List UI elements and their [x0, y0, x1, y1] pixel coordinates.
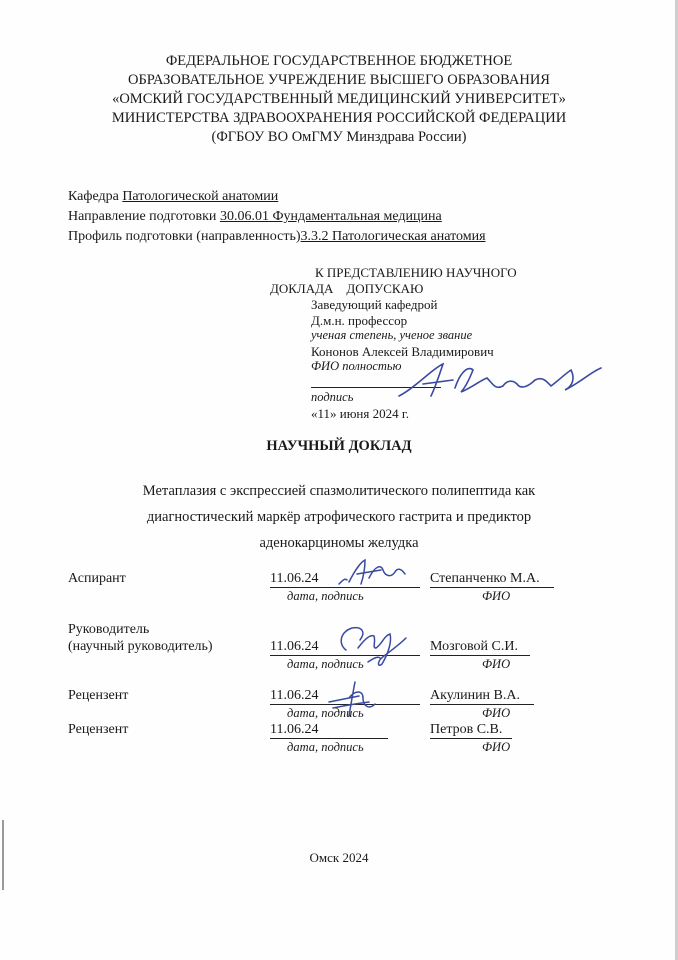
signatory-1-name-line [430, 587, 554, 588]
header-line-4: МИНИСТЕРСТВА ЗДРАВООХРАНЕНИЯ РОССИЙСКОЙ ФЕДЕРАЦИИ [111, 110, 567, 126]
header-line-5: (ФГБОУ ВО ОмГМУ Минздрава России) [211, 129, 467, 145]
approval-name: Кононов Алексей Владимирович [311, 344, 494, 359]
signatory-4-name-caption: ФИО [482, 740, 511, 754]
topic-line-1: Метаплазия с экспрессией спазмолитического полипептида как [142, 483, 536, 499]
signatory-3-role: Рецензент [68, 688, 129, 703]
signatory-3-name-caption: ФИО [482, 706, 511, 720]
signatory-1-date-caption: дата, подпись [287, 589, 364, 603]
signatory-2-role: Руководитель [68, 622, 150, 637]
department-line [68, 189, 278, 205]
signatory-4-line [270, 738, 388, 739]
signatory-4-date-caption: дата, подпись [287, 740, 364, 754]
signatory-2-date-caption: дата, подпись [287, 657, 364, 671]
approval-line-1: К ПРЕДСТАВЛЕНИЮ НАУЧНОГО [315, 265, 517, 280]
department-label: Кафедра [68, 189, 123, 204]
profile-value: 3.3.2 Патологическая анатомия [300, 229, 486, 244]
signatory-3-date: 11.06.24 [270, 688, 319, 703]
topic-line-2: диагностический маркёр атрофического гастрита и предиктор [146, 509, 532, 525]
signatory-2-name-line [430, 655, 530, 656]
approval-position: Заведующий кафедрой [311, 297, 438, 312]
approval-degree: Д.м.н. профессор [311, 313, 408, 328]
signatory-2-date: 11.06.24 [270, 639, 319, 654]
scan-left-mark [2, 820, 4, 890]
signatory-4-name: Петров С.В. [430, 722, 503, 737]
report-topic [0, 478, 678, 556]
approval-name-caption: ФИО полностью [311, 359, 402, 373]
institution-header [0, 52, 678, 147]
direction-label: Направление подготовки [68, 209, 220, 224]
approval-date: «11» июня 2024 г. [311, 406, 409, 421]
signatory-4-date: 11.06.24 [270, 722, 319, 737]
approval-line-2: ДОКЛАДА ДОПУСКАЮ [270, 281, 424, 296]
signatory-1-name-caption: ФИО [482, 589, 511, 603]
footer-city-year: Омск 2024 [309, 850, 369, 865]
signatory-4-name-line [430, 738, 512, 739]
approval-signature-caption: подпись [311, 390, 354, 404]
signatory-1-name: Степанченко М.А. [430, 571, 540, 586]
profile-line [68, 229, 486, 245]
department-value: Патологической анатомии [122, 189, 279, 204]
signatory-1-role: Аспирант [68, 571, 126, 586]
direction-value: 30.06.01 Фундаментальная медицина [219, 209, 442, 224]
signatory-2-role-detail: (научный руководитель) [68, 639, 213, 654]
signatory-3-date-caption: дата, подпись [287, 706, 364, 720]
signatory-3-name: Акулинин В.А. [430, 688, 521, 703]
signatory-1-date: 11.06.24 [270, 571, 319, 586]
signatory-3-name-line [430, 704, 534, 705]
header-line-2: ОБРАЗОВАТЕЛЬНОЕ УЧРЕЖДЕНИЕ ВЫСШЕГО ОБРАЗОВАНИЯ [128, 72, 550, 88]
topic-line-3: аденокарциномы желудка [259, 535, 419, 551]
header-line-3: «ОМСКИЙ ГОСУДАРСТВЕННЫЙ МЕДИЦИНСКИЙ УНИВЕРСИТЕТ» [112, 91, 566, 107]
approval-degree-caption: ученая степень, ученое звание [311, 328, 473, 342]
document-title: НАУЧНЫЙ ДОКЛАД [266, 438, 412, 454]
direction-line [68, 209, 442, 225]
profile-label: Профиль подготовки (направленность) [68, 229, 301, 244]
header-line-1: ФЕДЕРАЛЬНОЕ ГОСУДАРСТВЕННОЕ БЮДЖЕТНОЕ [165, 53, 513, 69]
head-of-dept-signature [395, 358, 610, 403]
signatory-1-signature [335, 556, 410, 590]
signatory-2-name: Мозговой С.И. [430, 639, 518, 654]
signatory-2-name-caption: ФИО [482, 657, 511, 671]
signatory-4-role: Рецензент [68, 722, 129, 737]
